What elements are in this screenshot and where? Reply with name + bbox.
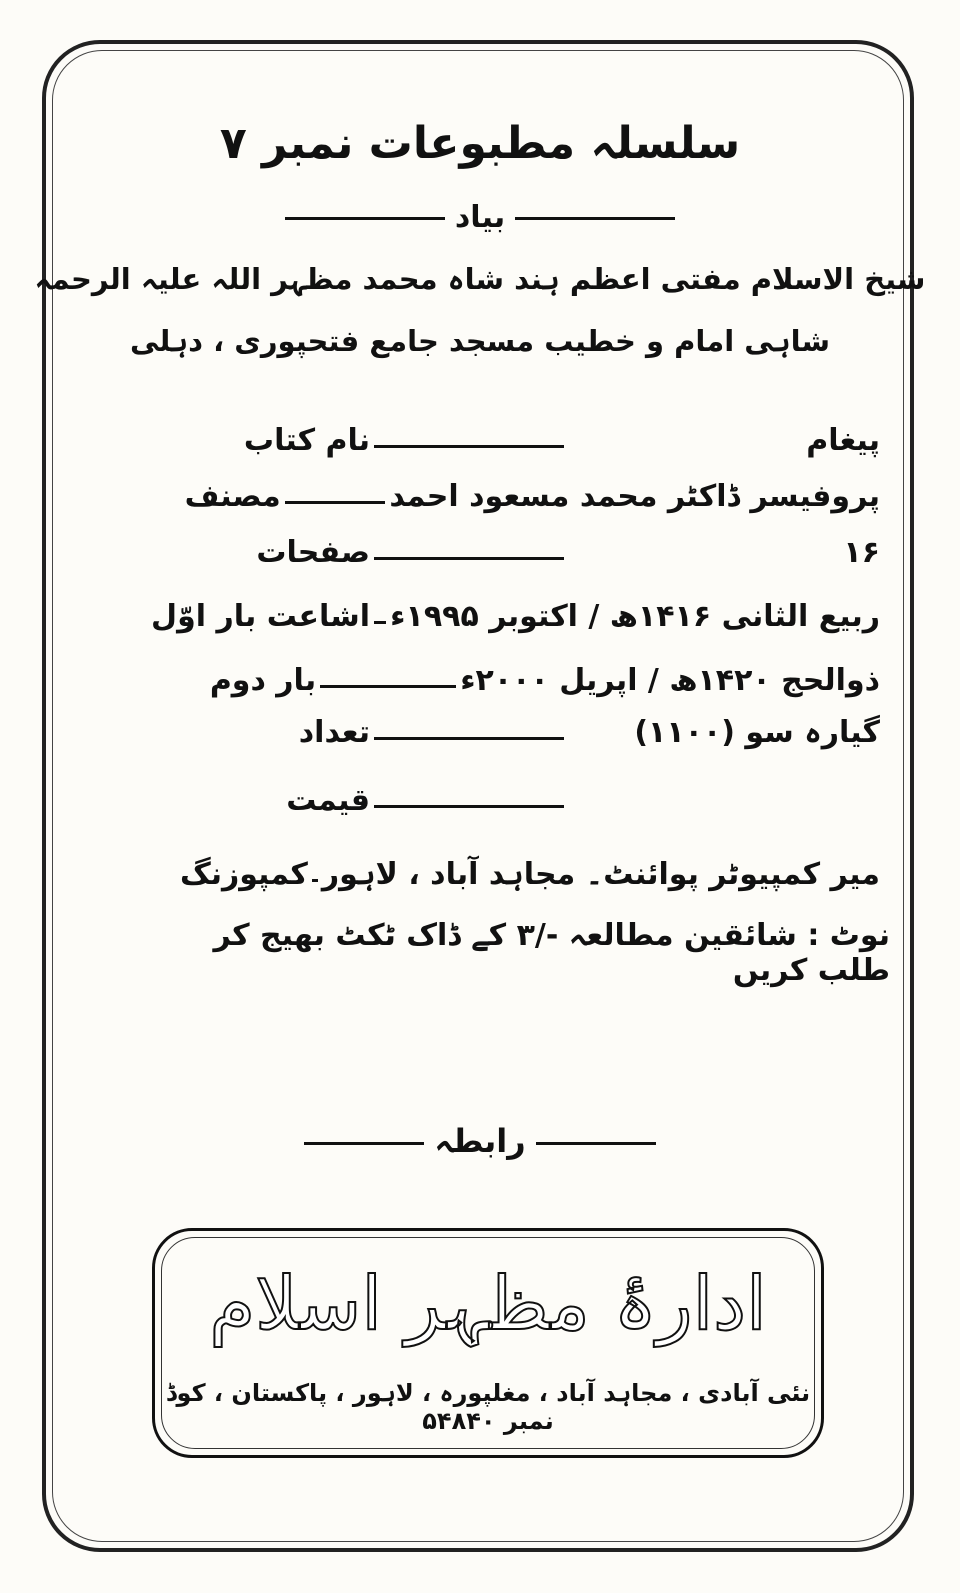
detail-label: بار دوم (209, 663, 317, 698)
detail-row-first-edition (151, 578, 880, 634)
divider-line (536, 1142, 656, 1145)
divider-line (515, 217, 675, 220)
detail-row-composing (180, 826, 880, 892)
detail-label: مصنف (184, 479, 281, 514)
detail-dash (312, 879, 318, 882)
detail-value: ذوالحج ۱۴۲۰ھ / اپریل ۲۰۰۰ء (460, 663, 880, 698)
detail-label: نام کتاب (243, 423, 370, 458)
detail-label: صفحات (256, 535, 370, 570)
detail-dash (320, 685, 456, 688)
detail-dash (285, 501, 386, 504)
detail-label: کمپوزنگ (180, 857, 308, 892)
detail-row-author (180, 466, 880, 514)
detail-row-second-edition (180, 642, 880, 698)
dedication-line-2: شاہی امام و خطیب مسجد جامع فتحپوری ، دہلی (129, 324, 831, 358)
detail-label: قیمت (286, 783, 370, 818)
publisher-address: نئی آبادی ، مجاہد آباد ، مغلپورہ ، لاہور ، پاکستان ، کوڈ نمبر ۵۴۸۴۰ (165, 1379, 811, 1435)
detail-value: ربیع الثانی ۱۴۱۶ھ / اکتوبر ۱۹۹۵ء (390, 599, 880, 634)
detail-dash (374, 557, 564, 560)
note-text: نوٹ : شائقین مطالعہ -/۳ کے ڈاک ٹکٹ بھیج کر طلب کریں (213, 918, 890, 988)
detail-value: پیغام (806, 423, 880, 458)
series-title: سلسلہ مطبوعات نمبر ۷ (219, 118, 741, 169)
divider-line (304, 1142, 424, 1145)
memory-label: بیاد (454, 200, 506, 235)
contact-heading (0, 1122, 960, 1160)
contact-label: رابطہ (434, 1122, 526, 1160)
dedication-line-1: شیخ الاسلام مفتی اعظم ہند شاہ محمد مظہر اللہ علیہ الرحمہ (34, 262, 926, 296)
publisher-name: ادارۂ مظہر اسلام (209, 1261, 767, 1347)
detail-dash (374, 445, 564, 448)
memory-heading (0, 200, 960, 235)
detail-label: اشاعت بار اوّل (151, 599, 370, 634)
divider-line (285, 217, 445, 220)
detail-dash (374, 621, 386, 624)
detail-row-title (180, 410, 880, 458)
publisher-box (152, 1228, 824, 1458)
detail-dash (374, 737, 564, 740)
detail-row-pages (180, 522, 880, 570)
detail-dash (374, 805, 564, 808)
detail-row-price (180, 758, 880, 818)
detail-value: گیارہ سو (۱۱۰۰) (634, 715, 880, 750)
detail-value: پروفیسر ڈاکٹر محمد مسعود احمد (389, 479, 880, 514)
detail-value: میر کمپیوٹر پوائنٹ۔ مجاہد آباد ، لاہور (321, 857, 880, 892)
book-details (151, 410, 880, 900)
detail-label: تعداد (298, 715, 370, 750)
detail-value: ۱۶ (843, 535, 880, 570)
detail-row-quantity (180, 706, 880, 750)
